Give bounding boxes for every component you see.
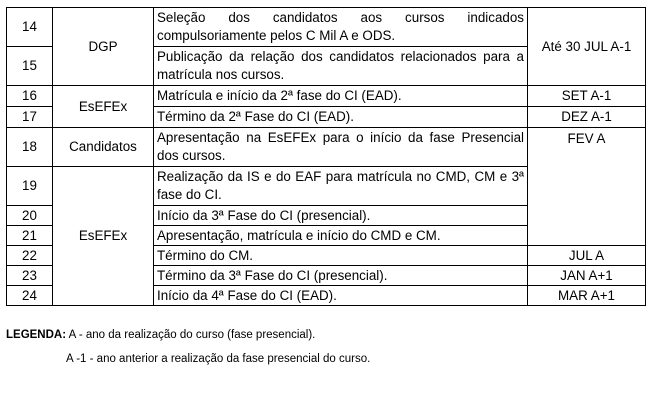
- legend-text-2: A -1 - ano anterior a realização da fase presencial do curso.: [66, 353, 371, 365]
- activity-description: Realização da IS e do EAF para matrícula no CMD, CM e 3ª fase do CI.: [154, 167, 528, 206]
- date-cell: JUL A: [528, 246, 646, 266]
- row-number: 19: [7, 167, 53, 206]
- legend-line-1: [6, 329, 315, 341]
- row-number: 17: [7, 107, 53, 128]
- activity-description: Término da 3ª Fase do CI (presencial).: [154, 266, 528, 286]
- activity-description: Apresentação na EsEFEx para o início da fase Presencial dos cursos.: [154, 128, 528, 167]
- activity-description: Matrícula e início da 2ª fase do CI (EAD).: [154, 86, 528, 107]
- activity-description: Término do CM.: [154, 246, 528, 266]
- schedule-table: [6, 7, 646, 306]
- table-row: [7, 8, 646, 47]
- activity-description: Publicação da relação dos candidatos relacionados para a matrícula nos cursos.: [154, 47, 528, 86]
- date-cell: Até 30 JUL A-1: [528, 8, 646, 86]
- activity-description: Término da 2ª Fase do CI (EAD).: [154, 107, 528, 128]
- row-number: 18: [7, 128, 53, 167]
- legend-title: LEGENDA:: [6, 329, 67, 341]
- row-number: 22: [7, 246, 53, 266]
- activity-description: Apresentação, matrícula e início do CMD e CM.: [154, 226, 528, 246]
- row-number: 14: [7, 8, 53, 47]
- date-cell: FEV A: [528, 128, 646, 246]
- legend-line-2: [66, 353, 370, 365]
- row-number: 15: [7, 47, 53, 86]
- row-number: 16: [7, 86, 53, 107]
- activity-description: Seleção dos candidatos aos cursos indicados compulsoriamente pelos C Mil A e ODS.: [154, 8, 528, 47]
- date-cell: SET A-1: [528, 86, 646, 107]
- table-row: [7, 86, 646, 107]
- date-cell: JAN A+1: [528, 266, 646, 286]
- date-cell: MAR A+1: [528, 286, 646, 306]
- responsible-cell: EsEFEx: [53, 86, 154, 128]
- responsible-cell: Candidatos: [53, 128, 154, 167]
- legend-text-1: A - ano da realização do curso (fase presencial).: [68, 329, 316, 341]
- date-cell: DEZ A-1: [528, 107, 646, 128]
- row-number: 23: [7, 266, 53, 286]
- table-row: [7, 128, 646, 167]
- row-number: 21: [7, 226, 53, 246]
- activity-description: Início da 3ª Fase do CI (presencial).: [154, 206, 528, 226]
- activity-description: Início da 4ª Fase do CI (EAD).: [154, 286, 528, 306]
- row-number: 24: [7, 286, 53, 306]
- responsible-cell: EsEFEx: [53, 167, 154, 306]
- responsible-cell: DGP: [53, 8, 154, 86]
- row-number: 20: [7, 206, 53, 226]
